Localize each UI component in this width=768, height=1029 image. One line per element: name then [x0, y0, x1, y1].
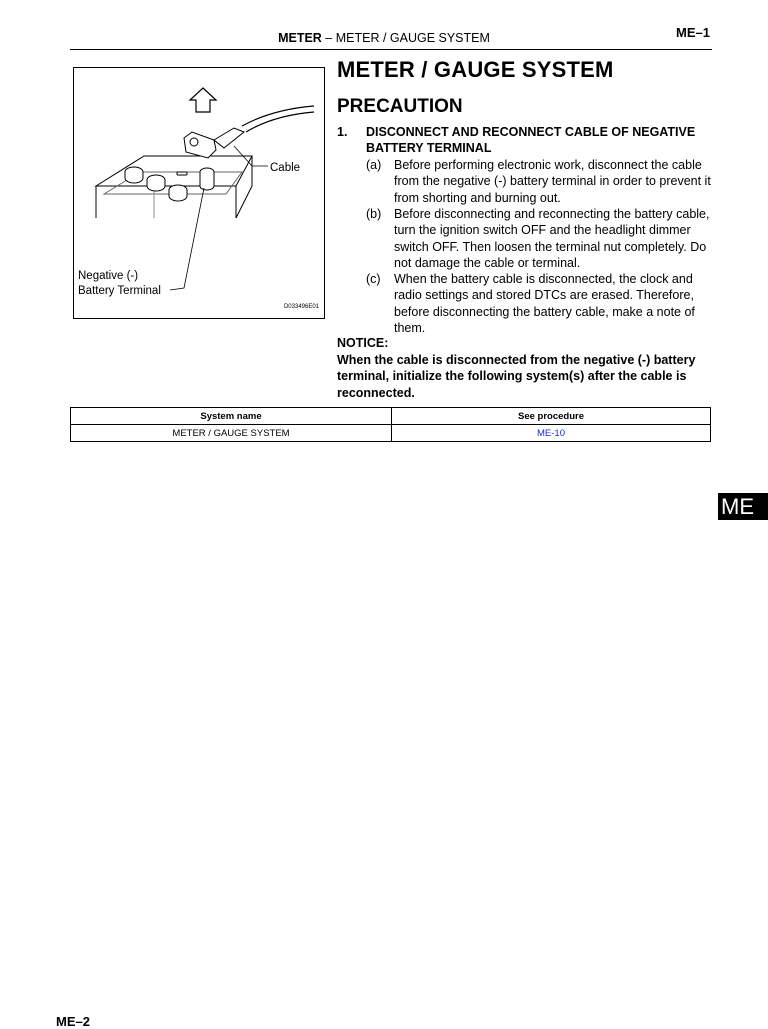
step-title: DISCONNECT AND RECONNECT CABLE OF NEGATIVE BATTERY TERMINAL — [366, 125, 696, 155]
section-tab: ME — [718, 493, 768, 520]
column-header-system: System name — [71, 408, 392, 425]
substep-text: When the battery cable is disconnected, the clock and radio settings and stored DTCs are erased. Therefore, before disconnecting the battery cable, make a note of them. — [394, 272, 695, 335]
header-section: METER — [278, 31, 322, 45]
page-number: ME–1 — [676, 25, 710, 40]
cell-system-name: METER / GAUGE SYSTEM — [71, 425, 392, 442]
substep-marker: (c) — [366, 272, 381, 286]
battery-terminal-illustration — [73, 67, 325, 319]
cell-procedure — [392, 425, 711, 442]
header-subtitle: – METER / GAUGE SYSTEM — [325, 31, 490, 45]
substep-marker: (b) — [366, 207, 382, 221]
substep-marker: (a) — [366, 158, 382, 172]
running-header — [0, 31, 768, 45]
header-divider — [70, 49, 712, 50]
procedure-link[interactable]: ME-10 — [537, 427, 565, 439]
page-title: METER / GAUGE SYSTEM — [337, 57, 614, 82]
step-number: 1. — [337, 125, 348, 139]
substep-text: Before performing electronic work, disconnect the cable from the negative (-) battery terminal in order to prevent it from shorting and burning out. — [394, 158, 711, 205]
notice-heading: NOTICE: — [337, 336, 389, 350]
procedure-table — [70, 407, 711, 442]
notice-text: When the cable is disconnected from the negative (-) battery terminal, initialize the following system(s) after the cable is reconnected. — [337, 353, 696, 400]
column-header-procedure: See procedure — [392, 408, 711, 425]
table-header-row — [71, 408, 711, 425]
cable-label: Cable — [270, 162, 301, 174]
figure-code: D033496E01 — [283, 304, 319, 310]
terminal-label-line1: Negative (-) — [78, 270, 139, 282]
table-row — [71, 425, 711, 442]
terminal-label-line2: Battery Terminal — [78, 285, 161, 297]
next-page-number: ME–2 — [56, 1014, 90, 1029]
section-title: PRECAUTION — [337, 96, 463, 117]
substep-text: Before disconnecting and reconnecting the battery cable, turn the ignition switch OFF and the headlight dimmer switch OFF. Then loosen the terminal nut completely. Do not damage the cable or terminal. — [394, 207, 710, 270]
